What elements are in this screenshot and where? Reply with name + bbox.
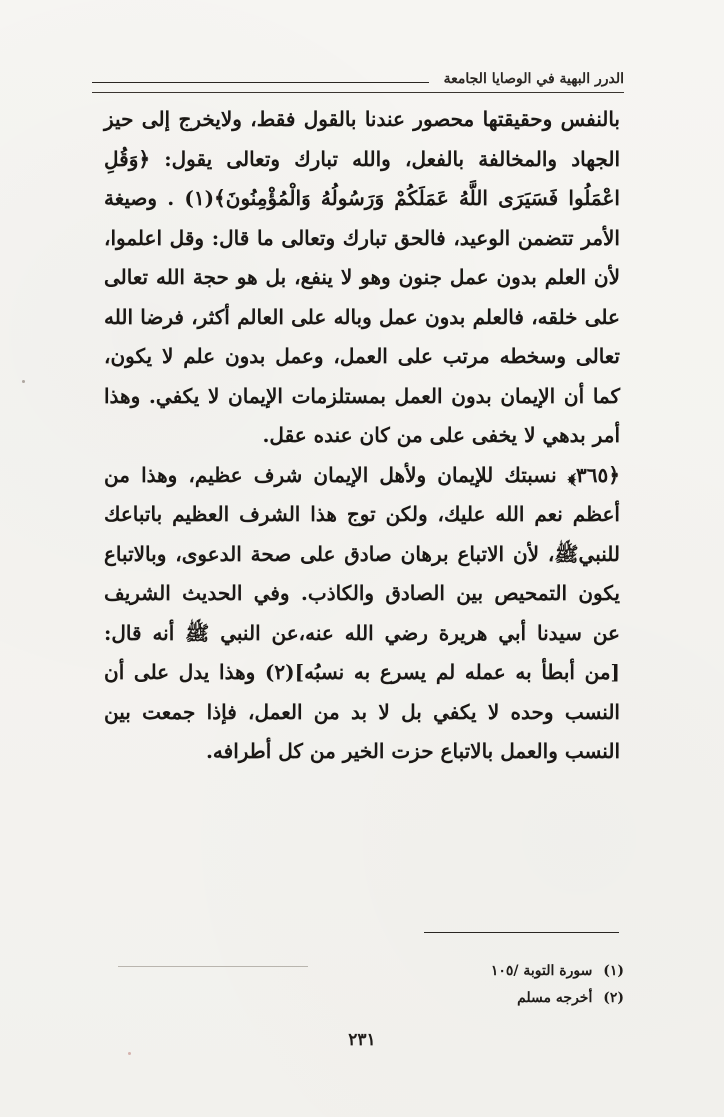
footnote-2 [491,985,624,1012]
running-header [92,71,624,93]
paragraph-2: ﴿٣٦٥﴾ نسبتك للإيمان ولأهل الإيمان شرف عظيم، وهذا من أعظم نعم الله عليك، ولكن توج هذا الشرف العظيم باتباعك للنبيﷺ، لأن الاتباع برهان صادق على صحة الدعوى، وبالاتباع يكون التمحيص بين الصادق والكاذب. وفي الحديث الشريف عن سيدنا أبي هريرة رضي الله عنه،عن النبي ﷺ أنه قال: [من أبطأ به عمله لم يسرع به نسبُه](٢) وهذا يدل على أن النسب وحده لا يكفي بل لا بد من العمل، فإذا جمعت بين النسب والعمل بالاتباع حزت الخير من كل أطرافه. [104,462,620,763]
paper-speck [128,1052,131,1055]
header-underline [92,92,624,93]
footnote-2-mark: (٢) [603,990,624,1006]
paper-speck [22,380,25,383]
paragraph-1: بالنفس وحقيقتها محصور عندنا بالقول فقط، ولايخرج إلى حيز الجهاد والمخالفة بالفعل، والله تبارك وتعالى يقول: ﴿وَقُلِ اعْمَلُوا فَسَيَرَى اللَّهُ عَمَلَكُمْ وَرَسُولُهُ وَالْمُؤْمِنُونَ﴾(١) . وصيغة الأمر تتضمن الوعيد، فالحق تبارك وتعالى ما قال: وقل اعلموا، لأن العلم بدون عمل جنون وهو لا ينفع، بل هو حجة الله تعالى على خلقه، فالعلم بدون عمل وباله على العالم أكثر، فرضا الله تعالى وسخطه مرتب على العمل، وعمل بدون علم لا يكون، كما أن الإيمان بدون العمل بمستلزمات الإيمان لا يكفي. وهذا أمر بدهي لا يخفى على من كان عنده عقل. [104,107,620,447]
header-title: الدرر البهية في الوصايا الجامعة [443,71,624,87]
footnote-1-text: سورة التوبة /١٠٥ [490,963,593,979]
footnotes [491,958,624,1012]
footnote-1-mark: (١) [603,963,624,979]
header-rule [92,82,429,83]
page-number: ٢٣١ [348,1030,376,1050]
footnote-2-text: أخرجه مسلم [517,990,593,1006]
footnote-separator [424,932,619,933]
bleed-through-line [118,966,308,967]
footnote-1 [491,958,624,985]
main-text [104,100,620,772]
